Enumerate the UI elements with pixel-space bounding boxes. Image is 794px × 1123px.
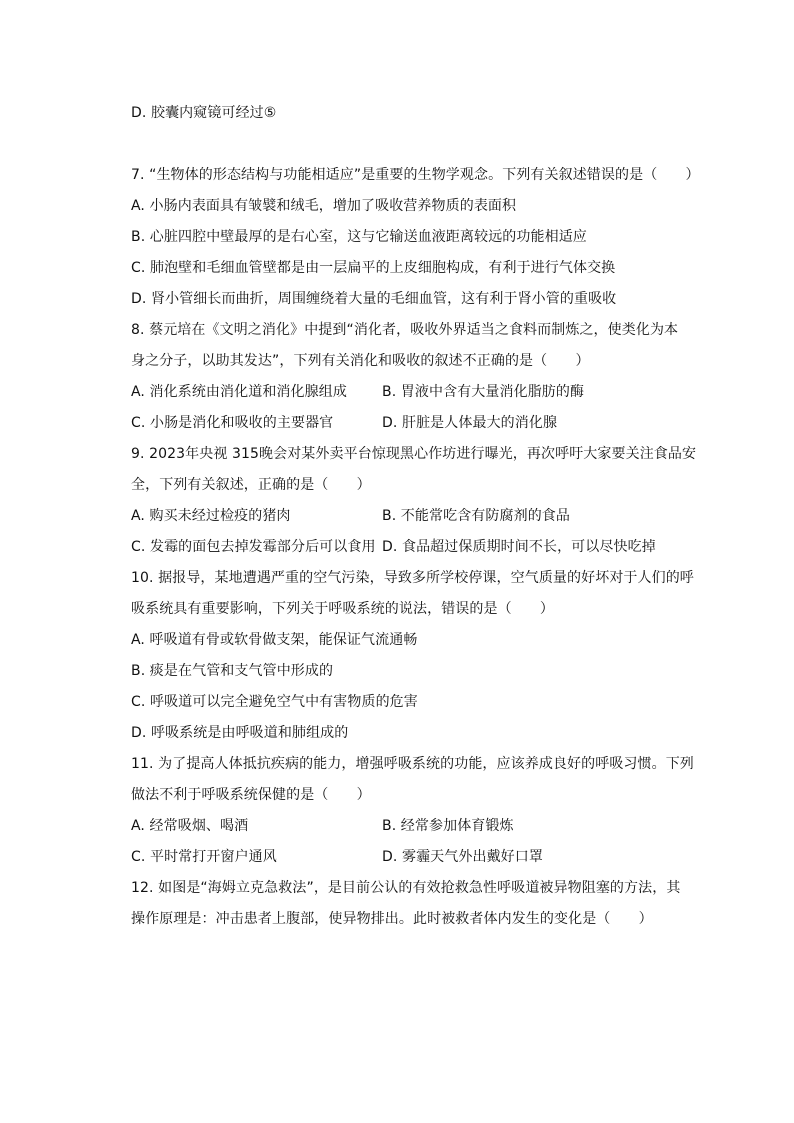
q9-option-d: D. 食品超过保质期时间不长，可以尽快吃掉 — [382, 539, 656, 555]
q10-option-a: A. 呼吸道有骨或软骨做支架，能保证气流通畅 — [131, 632, 418, 648]
q8-option-a: A. 消化系统由消化道和消化腺组成 — [131, 384, 347, 400]
q10-option-d: D. 呼吸系统是由呼吸道和肺组成的 — [131, 725, 349, 741]
q8-option-b: B. 胃液中含有大量消化脂肪的酶 — [382, 384, 585, 400]
q7-option-a: A. 小肠内表面具有皱襞和绒毛，增加了吸收营养物质的表面积 — [131, 198, 517, 214]
q11-stem-line2: 做法不利于呼吸系统保健的是（ ） — [131, 787, 371, 803]
q7-option-b: B. 心脏四腔中壁最厚的是右心室，这与它输送血液距离较远的功能相适应 — [131, 229, 587, 245]
q11-option-a: A. 经常吸烟、喝酒 — [131, 818, 249, 834]
q9-option-c: C. 发霉的面包去掉发霉部分后可以食用 — [131, 539, 376, 555]
q11-stem-line1: 11. 为了提高人体抵抗疾病的能力，增强呼吸系统的功能，应该养成良好的呼吸习惯。下列 — [131, 756, 694, 772]
q10-option-c: C. 呼吸道可以完全避免空气中有害物质的危害 — [131, 694, 418, 710]
q11-option-c: C. 平时常打开窗户通风 — [131, 849, 277, 865]
q8-option-c: C. 小肠是消化和吸收的主要器官 — [131, 415, 334, 431]
q9-stem-line2: 全，下列有关叙述，正确的是（ ） — [131, 477, 371, 493]
q11-option-d: D. 雾霾天气外出戴好口罩 — [382, 849, 543, 865]
q9-stem-line1: 9. 2023年央视 315晚会对某外卖平台惊现黑心作坊进行曝光，再次呼吁大家要关注食品安 — [131, 446, 697, 462]
q10-option-b: B. 痰是在气管和支气管中形成的 — [131, 663, 334, 679]
q8-option-d: D. 肝脏是人体最大的消化腺 — [382, 415, 558, 431]
q9-option-a: A. 购买未经过检疫的猪肉 — [131, 508, 291, 524]
q7-option-d: D. 肾小管细长而曲折，周围缠绕着大量的毛细血管，这有利于肾小管的重吸收 — [131, 291, 617, 307]
q9-option-b: B. 不能常吃含有防腐剂的食品 — [382, 508, 571, 524]
q7-option-c: C. 肺泡壁和毛细血管壁都是由一层扁平的上皮细胞构成，有利于进行气体交换 — [131, 260, 616, 276]
q8-stem-line2: 身之分子，以助其发达”，下列有关消化和吸收的叙述不正确的是（ ） — [131, 353, 590, 369]
q8-options-row1 — [131, 382, 347, 402]
q12-stem-line1: 12. 如图是“海姆立克急救法”，是目前公认的有效抢救急性呼吸道被异物阻塞的方法，其 — [131, 880, 681, 896]
q12-stem-line2: 操作原理是：冲击患者上腹部，使异物排出。此时被救者体内发生的变化是（ ） — [131, 911, 653, 927]
q11-option-b: B. 经常参加体育锻炼 — [382, 818, 514, 834]
q10-stem-line1: 10. 据报导，某地遭遇严重的空气污染，导致多所学校停课，空气质量的好坏对于人们的呼 — [131, 570, 694, 586]
q7-stem: 7. “生物体的形态结构与功能相适应”是重要的生物学观念。下列有关叙述错误的是（ ） — [131, 167, 700, 183]
q6-option-d: D. 胶囊内窥镜可经过⑤ — [131, 105, 277, 121]
q8-stem-line1: 8. 蔡元培在《文明之消化》中提到“消化者，吸收外界适当之食料而制炼之，使类化为本 — [131, 322, 679, 338]
q10-stem-line2: 吸系统具有重要影响，下列关于呼吸系统的说法，错误的是（ ） — [131, 601, 554, 617]
